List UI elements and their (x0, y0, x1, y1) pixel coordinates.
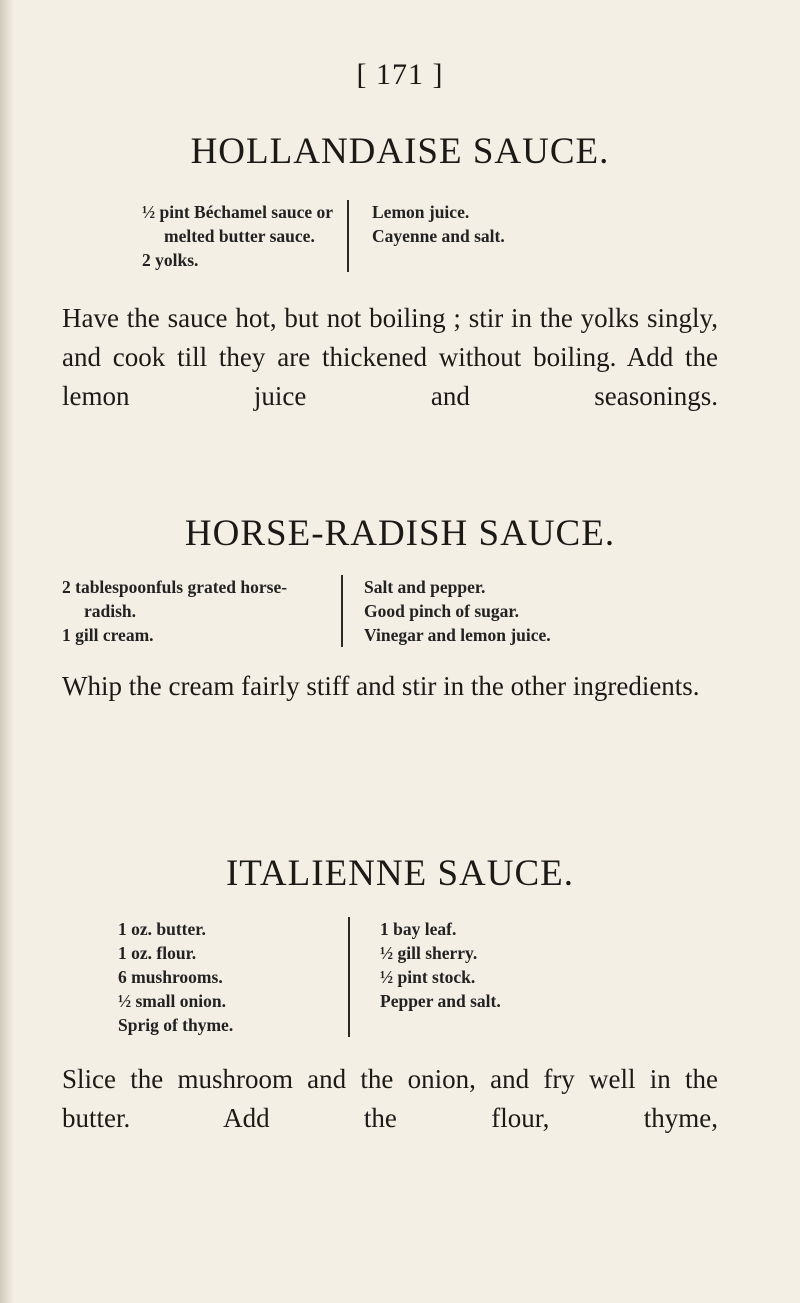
ingredient-item: 6 mushrooms. (118, 967, 223, 987)
ingredient-item: radish. (84, 601, 137, 621)
ingredient-item: ½ small onion. (118, 991, 226, 1011)
ingredients-right-column (364, 575, 551, 647)
ingredient-item: Vinegar and lemon juice. (364, 625, 551, 645)
ingredient-item: ½ gill sherry. (380, 943, 478, 963)
ingredient-item: Salt and pepper. (364, 577, 486, 597)
column-divider (348, 917, 350, 1037)
ingredient-item: 1 gill cream. (62, 625, 154, 645)
ingredients-left-column (62, 575, 287, 647)
recipe-title-horse-radish: HORSE-RADISH SAUCE. (184, 513, 616, 554)
column-divider (347, 200, 349, 272)
method-horse-radish: Whip the cream fairly stiff and stir in the other ingredients. (62, 671, 700, 701)
method-italienne: Slice the mushroom and the onion, and fry well in the butter. Add the flour, thyme, (62, 1064, 718, 1133)
ingredients-horse-radish (62, 575, 702, 651)
ingredient-item: 1 bay leaf. (380, 919, 457, 939)
column-divider (341, 575, 343, 647)
page-binding-edge (0, 0, 14, 1303)
ingredient-item: 1 oz. butter. (118, 919, 206, 939)
ingredient-item: Pepper and salt. (380, 991, 501, 1011)
ingredient-item: 2 yolks. (142, 250, 199, 270)
page-number: [ 171 ] (356, 58, 444, 91)
ingredient-item: Sprig of thyme. (118, 1015, 234, 1035)
method-hollandaise: Have the sauce hot, but not boiling ; stir in the yolks singly, and cook till they are thickened without boiling. Add the lemon juice and seasonings. (62, 303, 718, 411)
ingredient-item: Cayenne and salt. (372, 226, 505, 246)
ingredient-item: Good pinch of sugar. (364, 601, 519, 621)
ingredient-item: 1 oz. flour. (118, 943, 197, 963)
ingredients-hollandaise (142, 200, 662, 276)
ingredient-item: melted butter sauce. (164, 226, 315, 246)
ingredient-item: 2 tablespoonfuls grated horse- (62, 577, 288, 597)
recipe-title-italienne: ITALIENNE SAUCE. (225, 853, 575, 894)
ingredients-italienne (118, 917, 678, 1041)
ingredient-item: Lemon juice. (372, 202, 470, 222)
ingredients-right-column (372, 200, 505, 248)
recipe-title-hollandaise: HOLLANDAISE SAUCE. (190, 131, 610, 172)
ingredients-left-column (142, 200, 333, 272)
ingredients-right-column (380, 917, 501, 1013)
ingredient-item: ½ pint Béchamel sauce or (142, 202, 334, 222)
ingredients-left-column (118, 917, 233, 1037)
ingredient-item: ½ pint stock. (380, 967, 476, 987)
